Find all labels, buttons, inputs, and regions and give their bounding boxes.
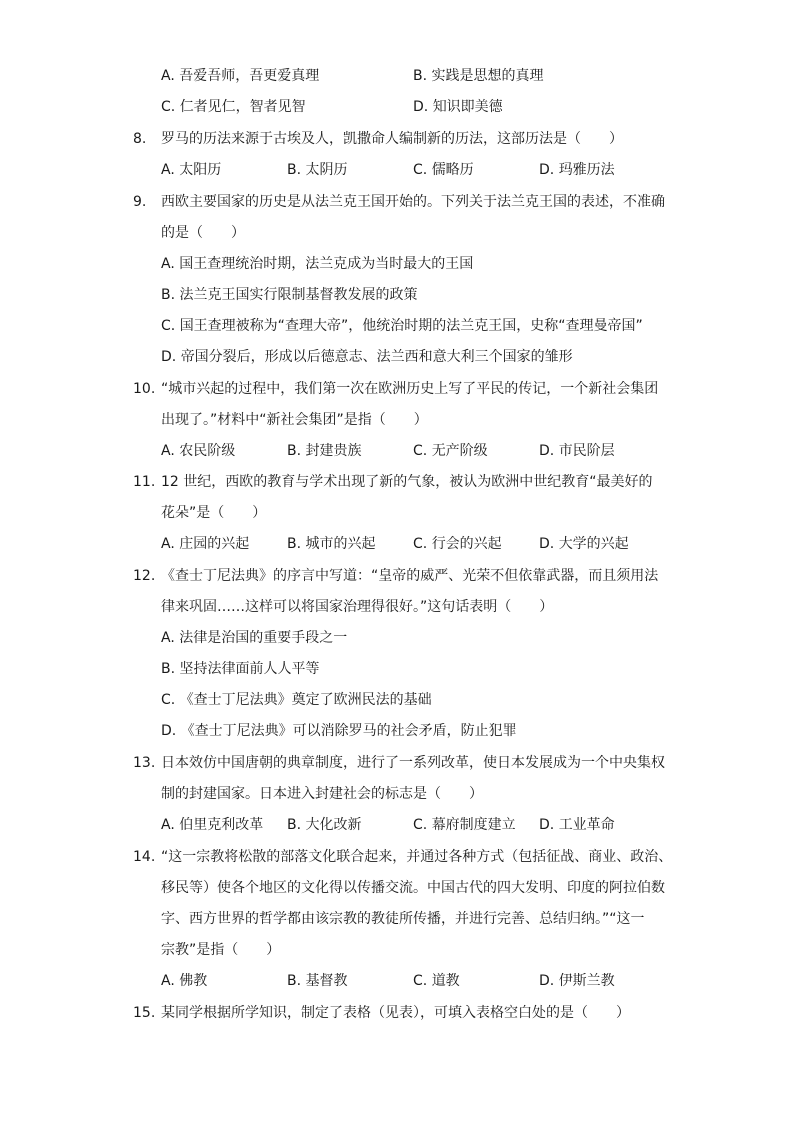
option-a: A. 伯里克利改革: [161, 817, 264, 833]
question-stem: 某同学根据所学知识，制定了表格（见表），可填入表格空白处的是（ ）: [161, 1005, 630, 1021]
question-stem-line-2: 移民等）使各个地区的文化得以传播交流。中国古代的四大发明、印度的阿拉伯数: [161, 880, 665, 896]
question-stem-line-2: 律来巩固……这样可以将国家治理得很好。”这句话表明（ ）: [161, 599, 554, 615]
option-a: A. 庄园的兴起: [161, 536, 250, 552]
option-b: B. 坚持法律面前人人平等: [161, 661, 320, 677]
option-d: D. 帝国分裂后，形成以后德意志、法兰西和意大利三个国家的雏形: [161, 349, 573, 365]
option-d: D. 工业革命: [539, 817, 615, 833]
option-a: A. 佛教: [161, 973, 208, 989]
option-a: A. 国王查理统治时期，法兰克成为当时最大的王国: [161, 256, 474, 272]
option-b: B. 法兰克王国实行限制基督教发展的政策: [161, 287, 418, 303]
q7-option-b: B. 实践是思想的真理: [413, 68, 544, 84]
option-a: A. 法律是治国的重要手段之一: [161, 630, 348, 646]
option-b: B. 大化改新: [287, 817, 362, 833]
question-stem-line-3: 字、西方世界的哲学都由该宗教的教徒所传播，并进行完善、总结归纳。”“这一: [161, 911, 645, 927]
question-stem-line-1: 《查士丁尼法典》的序言中写道：“皇帝的威严、光荣不但依靠武器，而且须用法: [161, 568, 659, 584]
option-b: B. 城市的兴起: [287, 536, 376, 552]
question-stem-line-2: 制的封建国家。日本进入封建社会的标志是（ ）: [161, 786, 483, 802]
question-stem-line-4: 宗教”是指（ ）: [161, 942, 281, 958]
question-stem-line-2: 出现了。”材料中“新社会集团”是指（ ）: [161, 412, 428, 428]
question-stem-line-1: 西欧主要国家的历史是从法兰克王国开始的。下列关于法兰克王国的表述，不准确: [161, 194, 665, 210]
option-c: C. 幕府制度建立: [413, 817, 516, 833]
question-stem: 罗马的历法来源于古埃及人，凯撒命人编制新的历法，这部历法是（ ）: [161, 131, 623, 147]
q7-option-d: D. 知识即美德: [413, 99, 503, 115]
question-stem-line-2: 花朵”是（ ）: [161, 505, 267, 521]
option-a: A. 太阳历: [161, 162, 222, 178]
option-a: A. 农民阶级: [161, 443, 236, 459]
q7-option-c: C. 仁者见仁，智者见智: [161, 99, 306, 115]
question-number: 15.: [133, 1005, 156, 1021]
option-d: D. 玛雅历法: [539, 162, 615, 178]
option-d: D. 市民阶层: [539, 443, 615, 459]
question-number: 11.: [133, 474, 156, 490]
option-b: B. 基督教: [287, 973, 348, 989]
question-number: 12.: [133, 568, 156, 584]
question-number: 14.: [133, 849, 156, 865]
question-number: 9.: [133, 194, 147, 210]
option-c: C. 国王查理被称为“查理大帝”，他统治时期的法兰克王国，史称“查理曼帝国”: [161, 318, 643, 334]
question-number: 8.: [133, 131, 147, 147]
question-stem-line-1: 12 世纪，西欧的教育与学术出现了新的气象，被认为欧洲中世纪教育“最美好的: [161, 474, 653, 490]
question-number: 13.: [133, 755, 156, 771]
option-b: B. 封建贵族: [287, 443, 362, 459]
option-b: B. 太阴历: [287, 162, 348, 178]
option-d: D. 大学的兴起: [539, 536, 629, 552]
option-d: D. 伊斯兰教: [539, 973, 615, 989]
question-stem-line-1: 日本效仿中国唐朝的典章制度，进行了一系列改革，使日本发展成为一个中央集权: [161, 755, 665, 771]
q7-option-a: A. 吾爱吾师，吾更爱真理: [161, 68, 320, 84]
question-number: 10.: [133, 381, 156, 397]
option-c: C. 行会的兴起: [413, 536, 502, 552]
option-c: C. 儒略历: [413, 162, 474, 178]
question-stem-line-1: “城市兴起的过程中，我们第一次在欧洲历史上写了平民的传记，一个新社会集团: [161, 381, 659, 397]
option-d: D. 《查士丁尼法典》可以消除罗马的社会矛盾，防止犯罪: [161, 723, 517, 739]
question-stem-line-1: “这一宗教将松散的部落文化联合起来，并通过各种方式（包括征战、商业、政治、: [161, 849, 673, 865]
option-c: C. 无产阶级: [413, 443, 488, 459]
option-c: C. 道教: [413, 973, 460, 989]
question-stem-line-2: 的是（ ）: [161, 225, 245, 241]
option-c: C. 《查士丁尼法典》奠定了欧洲民法的基础: [161, 692, 432, 708]
